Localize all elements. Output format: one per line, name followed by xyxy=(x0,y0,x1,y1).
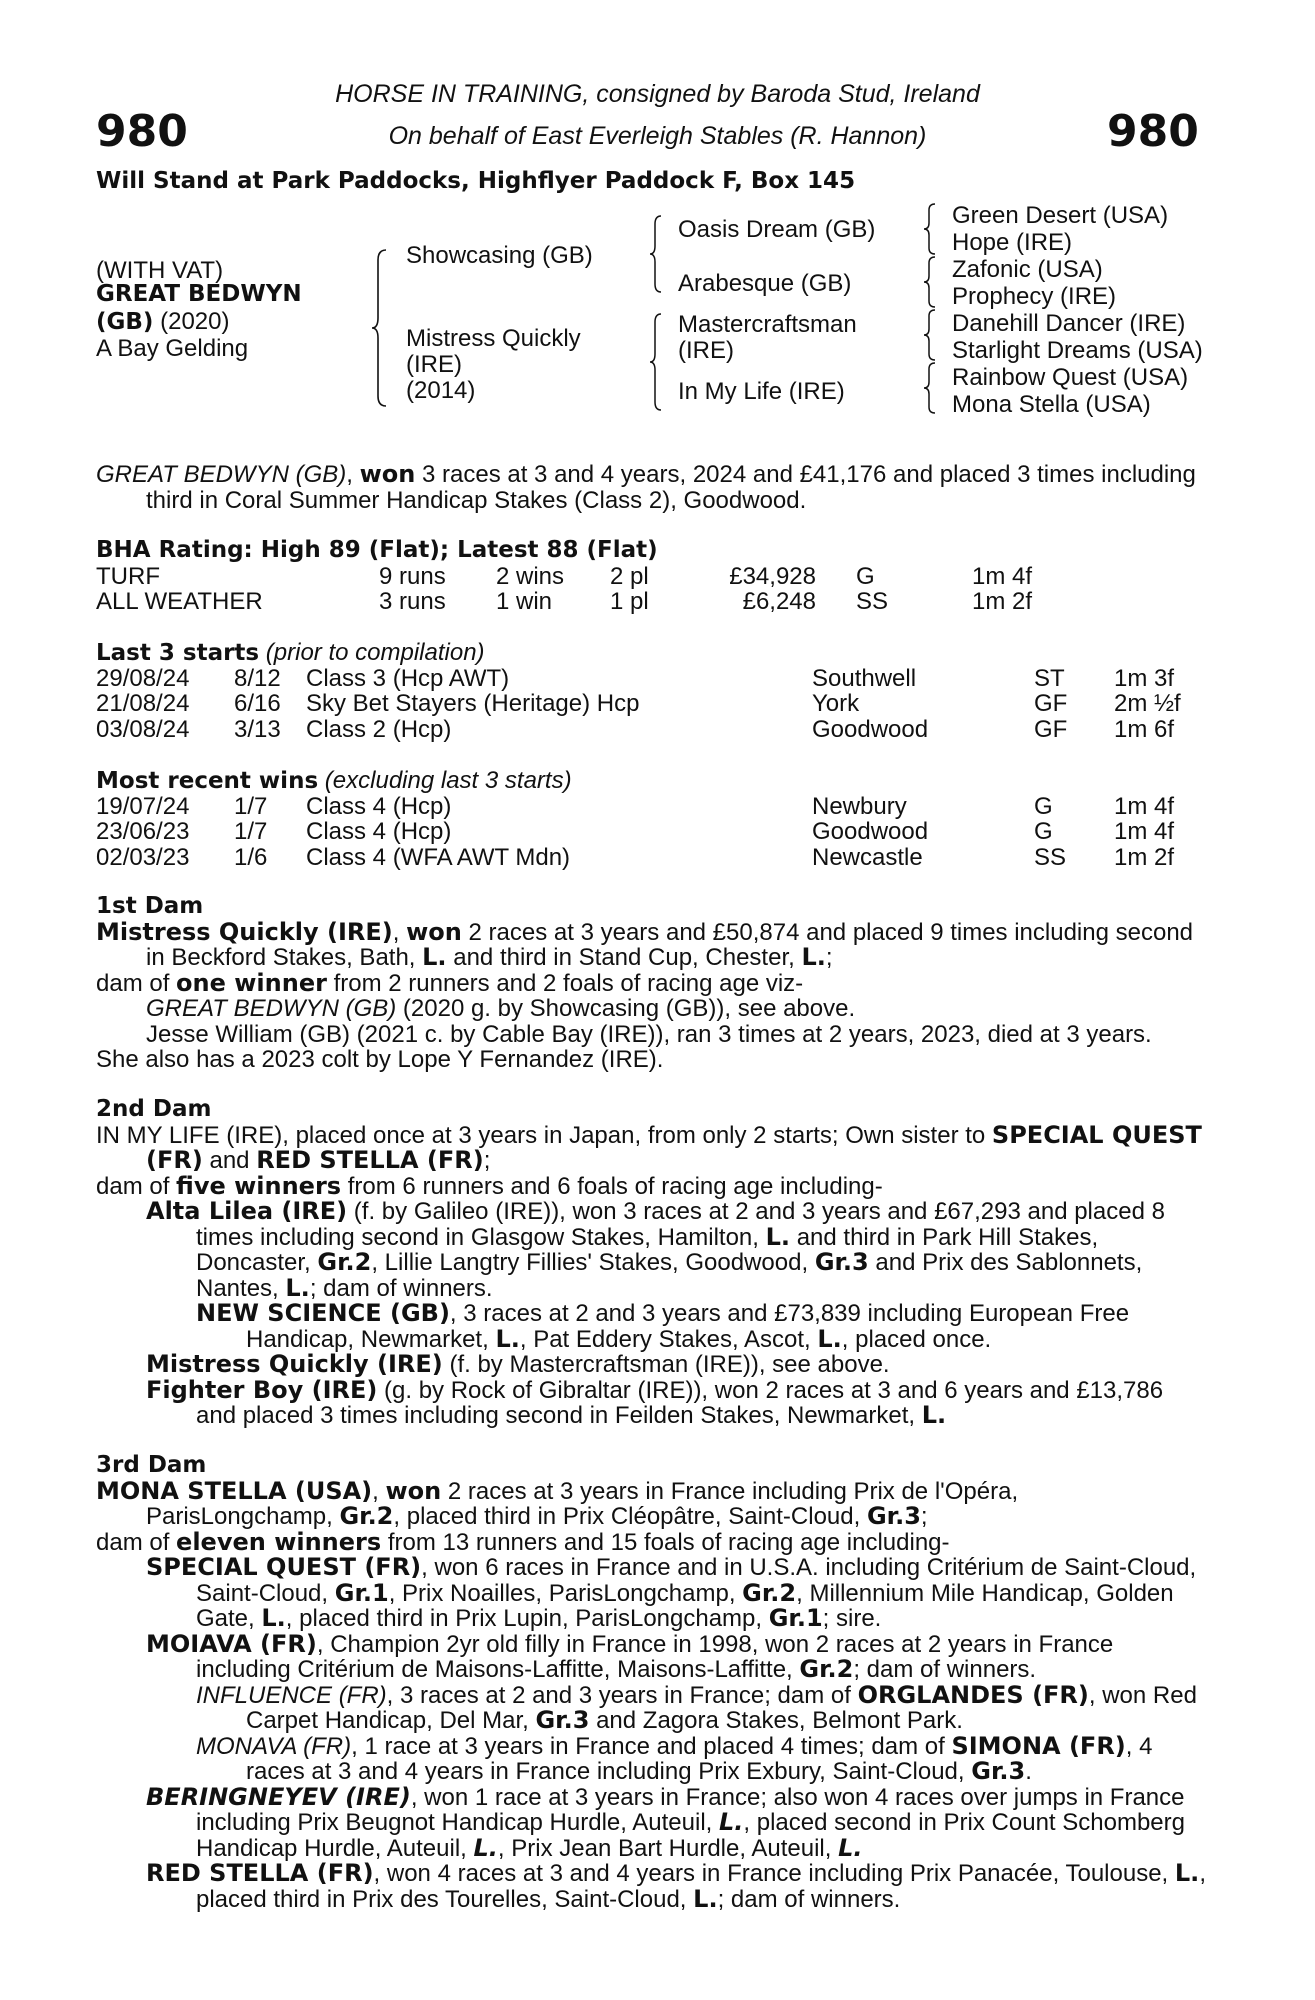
start-going: GF xyxy=(1034,690,1068,717)
bha-wins: 2 wins xyxy=(496,562,565,590)
text: and third in Park Hill Stakes, Doncaster, xyxy=(196,1223,1099,1276)
start-position: 3/13 xyxy=(234,715,281,743)
win-position: 1/7 xyxy=(234,818,268,845)
text: , won Red Carpet Handicap, Del Mar, xyxy=(246,1681,1197,1734)
last-3-starts-section xyxy=(96,639,1181,743)
pedigree-dds: Rainbow Quest (USA) xyxy=(952,364,1189,391)
listed-mark: L. xyxy=(817,1324,842,1353)
group-mark: Gr.2 xyxy=(742,1578,797,1607)
win-row xyxy=(96,843,1175,871)
win-position: 1/7 xyxy=(234,792,268,820)
second-dam-section xyxy=(96,1097,1208,1429)
text: . xyxy=(1025,1758,1032,1785)
text: from 6 runners and 6 foals of racing age including- xyxy=(341,1172,883,1200)
won-word: won xyxy=(406,917,462,946)
lot-number-right: 980 xyxy=(1107,106,1199,157)
first-dam-name: Mistress Quickly (IRE) xyxy=(96,917,393,946)
text: and third in Stand Cup, Chester, xyxy=(446,944,802,971)
win-race: Class 4 (Hcp) xyxy=(306,818,452,845)
pedigree-dam-dam: In My Life (IRE) xyxy=(678,378,845,405)
horse-country: (GB) xyxy=(96,309,154,335)
consignor-line: HORSE IN TRAINING, consigned by Baroda Stud, Ireland xyxy=(335,80,980,108)
recent-wins-heading xyxy=(96,767,572,793)
pedigree-dam-line2: (IRE) xyxy=(406,351,462,378)
progeny-name: MOIAVA (FR) xyxy=(146,1629,317,1658)
win-going: G xyxy=(1034,792,1053,820)
text: , 4 races at 3 and 4 years in France including Prix Exbury, Saint-Cloud, xyxy=(246,1732,1153,1785)
last-3-heading xyxy=(96,639,485,665)
text: , Prix Noailles, ParisLongchamp, xyxy=(388,1579,743,1607)
race-summary: GREAT BEDWYN (GB), won 3 races at 3 and 4 years, 2024 and £41,176 and placed 3 times including third in Coral Summer Handicap Stakes (Class 2), Goodwood. xyxy=(96,460,1196,514)
text: from 2 runners and 2 foals of racing age viz- xyxy=(326,969,804,997)
progeny-name: INFLUENCE (FR) xyxy=(196,1681,387,1709)
sibling-name: RED STELLA (FR) xyxy=(256,1146,484,1174)
text: (2020 g. by Showcasing (GB)), see above. xyxy=(396,995,856,1022)
listed-mark: L. xyxy=(921,1401,947,1429)
pedigree-ddd: Mona Stella (USA) xyxy=(952,391,1151,418)
horse-year: (2020) xyxy=(160,308,230,335)
recent-wins-title: Most recent wins xyxy=(96,768,319,794)
ds-brace xyxy=(922,308,938,362)
last-3-title: Last 3 starts xyxy=(96,640,260,666)
listed-mark: L. xyxy=(261,1604,286,1632)
text: She also has a 2023 colt by Lope Y Fernandez (IRE). xyxy=(96,1046,664,1073)
start-race: Class 3 (Hcp AWT) xyxy=(306,664,510,692)
horse-description: A Bay Gelding xyxy=(96,335,249,362)
progeny-name: Mistress Quickly (IRE) xyxy=(146,1350,443,1378)
win-course: Goodwood xyxy=(812,818,929,845)
text: , placed third in Prix Lupin, ParisLongchamp, xyxy=(285,1605,769,1632)
text: , placed third in Prix Cléopâtre, Saint-Cloud, xyxy=(393,1503,867,1530)
text: , won 1 race at 3 years in France; also won 4 races over jumps in France including Prix Beugnot Handicap Hurdle, Auteuil, xyxy=(196,1783,1185,1836)
text: ; dam of winners. xyxy=(853,1656,1037,1683)
text: ; xyxy=(483,1147,491,1174)
start-row xyxy=(96,664,1175,692)
start-date: 03/08/24 xyxy=(96,715,190,743)
progeny-name: BERINGNEYEV (IRE) xyxy=(146,1782,411,1811)
text: , won 6 races in France and in U.S.A. including Critérium de Saint-Cloud, Saint-Cloud, xyxy=(196,1554,1197,1607)
horse-name: GREAT BEDWYN xyxy=(96,281,302,307)
win-course: Newcastle xyxy=(812,843,923,871)
group-mark: Gr.3 xyxy=(971,1757,1026,1785)
text: , Pat Eddery Stakes, Ascot, xyxy=(519,1325,818,1353)
start-distance: 1m 6f xyxy=(1114,715,1175,743)
listed-mark: L. xyxy=(1174,1859,1200,1887)
start-race: Sky Bet Stayers (Heritage) Hcp xyxy=(306,690,640,717)
text: , 3 races at 2 and 3 years and £73,839 including European Free Handicap, Newmarket, xyxy=(246,1300,1130,1353)
win-going: G xyxy=(1034,818,1053,845)
win-position: 1/6 xyxy=(234,843,268,871)
pedigree-sire-dam: Arabesque (GB) xyxy=(678,270,852,297)
listed-mark: L. xyxy=(718,1808,744,1836)
pedigree-sire-sire: Oasis Dream (GB) xyxy=(678,216,876,243)
group-mark: Gr.3 xyxy=(535,1706,590,1734)
win-row xyxy=(96,792,1175,820)
text: , 3 races at 2 and 3 years in France; dam of xyxy=(386,1681,858,1709)
bha-row-all-weather xyxy=(96,588,1033,615)
pedigree-dam-line3: (2014) xyxy=(406,377,476,404)
third-dam-heading: 3rd Dam xyxy=(96,1452,207,1478)
pedigree-sire: Showcasing (GB) xyxy=(406,242,593,269)
bha-rating-section xyxy=(96,537,1033,615)
win-course: Newbury xyxy=(812,792,907,820)
horse-origin xyxy=(96,308,229,336)
ss-brace xyxy=(922,202,938,256)
listed-mark: L. xyxy=(693,1884,718,1913)
group-mark: Gr.3 xyxy=(866,1502,921,1530)
third-dam-name: MONA STELLA (USA) xyxy=(96,1476,373,1505)
sibling-name: SPECIAL QUEST (FR) xyxy=(146,1120,1202,1174)
bha-earnings: £6,248 xyxy=(742,588,816,615)
progeny-entry: Jesse William (GB) (2021 c. by Cable Bay (IRE)), ran 3 times at 2 years, 2023, died at 3 years. xyxy=(146,1020,1152,1048)
text: from 13 runners and 15 foals of racing age including- xyxy=(381,1528,950,1556)
start-distance: 2m ½f xyxy=(1114,690,1181,717)
text: ; xyxy=(920,1503,928,1530)
pedigree-dss: Danehill Dancer (IRE) xyxy=(952,310,1186,337)
start-going: ST xyxy=(1034,664,1065,692)
sire-brace xyxy=(648,214,664,294)
text: (g. by Rock of Gibraltar (IRE)), won 2 races at 3 and 6 years and £13,786 and placed 3 times including second in Feilden Stakes, Newmarket, xyxy=(196,1376,1164,1429)
progeny-name: MONAVA (FR) xyxy=(196,1732,352,1760)
start-row xyxy=(96,715,1175,743)
start-course: Southwell xyxy=(812,664,917,692)
stand-location: Will Stand at Park Paddocks, Highflyer Paddock F, Box 145 xyxy=(96,168,856,194)
bha-surface: TURF xyxy=(96,562,160,590)
summary-text: 3 races at 3 and 4 years, 2024 and £41,176 and placed 3 times including third in Coral Summer Handicap Stakes (Class 2), Goodwood. xyxy=(146,461,1196,514)
summary-won: won xyxy=(359,460,416,488)
vat-note: (WITH VAT) xyxy=(96,257,224,284)
win-date: 19/07/24 xyxy=(96,792,190,820)
dd-brace xyxy=(922,361,938,415)
first-dam-section: 1st Dam Mistress Quickly (IRE), won 2 races at 3 years and £50,874 and placed 9 times including second in Beckford Stakes, Bath, L. and third in Stand Cup, Chester, L.; dam of one winner from 2 runners and 2 foals of racing age viz- GREAT BEDWYN (GB) (2020 g. by Showcasing (GB)), see above. Jesse William (GB) (2021 c. by Cable Bay (IRE)), ran 3 times at 2 years, 2023, died at 3 years. She also has a 2023 colt by Lope Y Fernandez (IRE). xyxy=(96,894,1208,1073)
start-race: Class 2 (Hcp) xyxy=(306,715,452,743)
start-course: Goodwood xyxy=(812,715,929,743)
text: 2 races at 3 years in France including Prix de l'Opéra, ParisLongchamp, xyxy=(146,1477,1019,1530)
bha-going: G xyxy=(856,562,875,590)
progeny-name: NEW SCIENCE (GB) xyxy=(196,1299,450,1327)
pedigree-dam-line1: Mistress Quickly xyxy=(406,325,581,352)
bha-going: SS xyxy=(856,588,889,615)
progeny-name: RED STELLA (FR) xyxy=(146,1859,374,1887)
group-mark: Gr.2 xyxy=(799,1655,854,1683)
pedigree-dam-sire-line2: (IRE) xyxy=(678,337,734,364)
winners-count: five winners xyxy=(176,1171,342,1200)
bha-placed: 1 pl xyxy=(610,588,649,615)
start-date: 29/08/24 xyxy=(96,664,190,692)
bha-distance: 1m 4f xyxy=(972,562,1033,590)
text: , won 4 races at 3 and 4 years in France including Prix Panacée, Toulouse, xyxy=(373,1860,1175,1887)
start-row xyxy=(96,690,1181,717)
text: ; dam of winners. xyxy=(717,1885,901,1913)
text: , Millennium Mile Handicap, Golden Gate, xyxy=(196,1579,1174,1632)
recent-wins-section xyxy=(96,767,1175,871)
progeny-name: Fighter Boy (IRE) xyxy=(146,1375,378,1404)
text: (f. by Mastercraftsman (IRE)), see above. xyxy=(442,1351,890,1378)
text: dam of xyxy=(96,1528,177,1556)
text: (f. by Galileo (IRE)), won 3 races at 2 and 3 years and £67,293 and placed 8 times including second in Glasgow Stakes, Hamilton, xyxy=(196,1198,1165,1251)
progeny-name: SIMONA (FR) xyxy=(951,1731,1126,1760)
win-going: SS xyxy=(1034,843,1067,871)
group-mark: Gr.2 xyxy=(339,1502,394,1530)
group-mark: Gr.3 xyxy=(814,1248,869,1276)
bha-heading: BHA Rating: High 89 (Flat); Latest 88 (Flat) xyxy=(96,537,658,563)
sd-brace xyxy=(922,255,938,309)
text: dam of xyxy=(96,969,177,997)
winners-count: one winner xyxy=(176,968,327,997)
listed-mark: L. xyxy=(422,943,447,971)
pedigree-dam-sire-line1: Mastercraftsman xyxy=(678,311,857,338)
start-position: 6/16 xyxy=(234,690,281,717)
agent-line: On behalf of East Everleigh Stables (R. Hannon) xyxy=(388,122,927,150)
last-3-note: (prior to compilation) xyxy=(259,639,485,666)
text: , placed once. xyxy=(841,1325,992,1353)
bha-wins: 1 win xyxy=(496,588,553,615)
progeny-name: Alta Lilea (IRE) xyxy=(146,1197,348,1225)
win-distance: 1m 4f xyxy=(1114,818,1175,845)
win-date: 02/03/23 xyxy=(96,843,190,871)
text: dam of xyxy=(96,1172,177,1200)
text: , placed second in Prix Count Schomberg Handicap Hurdle, Auteuil, xyxy=(196,1809,1185,1862)
progeny-name: ORGLANDES (FR) xyxy=(857,1680,1089,1709)
text: , placed third in Prix des Tourelles, Saint-Cloud, xyxy=(196,1860,1206,1913)
text: , Prix Jean Bart Hurdle, Auteuil, xyxy=(497,1834,839,1862)
text: , 1 race at 3 years in France and placed 4 times; dam of xyxy=(351,1732,952,1760)
start-going: GF xyxy=(1034,715,1068,743)
text: ; dam of winners. xyxy=(309,1274,493,1302)
progeny-name: GREAT BEDWYN (GB) xyxy=(146,995,397,1022)
progeny-name: SPECIAL QUEST (FR) xyxy=(146,1553,422,1581)
lot-number-left: 980 xyxy=(96,106,188,157)
text: ; sire. xyxy=(822,1605,882,1632)
start-distance: 1m 3f xyxy=(1114,664,1175,692)
listed-mark: L. xyxy=(285,1273,310,1302)
listed-mark: L. xyxy=(473,1833,498,1862)
text: IN MY LIFE (IRE), placed once at 3 years in Japan, from only 2 starts; Own sister to xyxy=(96,1121,992,1149)
text: , Champion 2yr old filly in France in 1998, won 2 races at 2 years in France including Critérium de Maisons-Laffitte, Maisons-Laffitte, xyxy=(196,1630,1114,1683)
text: , Lillie Langtry Fillies' Stakes, Goodwood, xyxy=(371,1249,815,1276)
bha-earnings: £34,928 xyxy=(729,562,816,590)
win-race: Class 4 (WFA AWT Mdn) xyxy=(306,843,571,871)
text: and xyxy=(202,1147,257,1174)
second-dam-heading: 2nd Dam xyxy=(96,1096,212,1122)
pedigree-ssd: Hope (IRE) xyxy=(952,229,1073,256)
start-date: 21/08/24 xyxy=(96,690,190,717)
pedigree-sds: Zafonic (USA) xyxy=(952,256,1103,283)
start-course: York xyxy=(812,690,860,717)
bha-runs: 3 runs xyxy=(379,588,446,615)
group-mark: Gr.1 xyxy=(768,1604,823,1632)
group-mark: Gr.1 xyxy=(334,1578,389,1607)
bha-row-turf xyxy=(96,562,1033,590)
summary-horse-name: GREAT BEDWYN (GB) xyxy=(96,461,347,488)
start-position: 8/12 xyxy=(234,664,281,692)
listed-mark: L. xyxy=(495,1324,520,1353)
third-dam-section: 3rd Dam MONA STELLA (USA), won 2 races at 3 years in France including Prix de l'Opéra, ParisLongchamp, Gr.2, placed third in Prix Cléopâtre, Saint-Cloud, Gr.3; dam of eleven winners from 13 runners and 15 foals of racing age including- SPECIAL QUEST (FR), won 6 races in France and in U.S.A. including Critérium de Saint-Cloud, Saint-Cloud, Gr.1, Prix Noailles, ParisLongchamp, Gr.2, Millennium Mile Handicap, Golden Gate, L., placed third in Prix Lupin, ParisLongchamp, Gr.1; sire. MOIAVA (FR), Champion 2yr old filly in France in 1998, won 2 races at 2 years in France including Critérium de Maisons-Laffitte, Maisons-Laffitte, Gr.2; dam of winners. INFLUENCE (FR), 3 races at 2 and 3 years in France; dam of ORGLANDES (FR), won Red Carpet Handicap, Del Mar, Gr.3 and Zagora Stakes, Belmont Park. MONAVA (FR), 1 race at 3 years in France and placed 4 times; dam of SIMONA (FR), 4 races at 3 and 4 years in France including Prix Exbury, Saint-Cloud, Gr.3. BERINGNEYEV (IRE), won 1 race at 3 years in France; also won 4 races over jumps in France including Prix Beugnot Handicap Hurdle, Auteuil, L., placed second in Prix Count Schomberg Handicap Hurdle, Auteuil, L., Prix Jean Bart Hurdle, Auteuil, L. RED STELLA (FR), won 4 races at 3 and 4 years in France including Prix Panacée, Toulouse, L., placed third in Prix des Tourelles, Saint-Cloud, L.; dam of winners. xyxy=(96,1453,1208,1912)
text: 2 races at 3 years and £50,874 and placed 9 times including second in Beckford Stakes, Bath, xyxy=(146,918,1194,971)
sire-dam-brace xyxy=(370,248,390,408)
listed-mark: L. xyxy=(765,1222,791,1251)
bha-distance: 1m 2f xyxy=(972,588,1033,615)
win-date: 23/06/23 xyxy=(96,818,190,845)
text: ; xyxy=(825,944,833,971)
won-word: won xyxy=(385,1476,442,1505)
win-race: Class 4 (Hcp) xyxy=(306,792,452,820)
win-distance: 1m 4f xyxy=(1114,792,1175,820)
text: and Prix des Sablonnets, Nantes, xyxy=(196,1249,1143,1302)
group-mark: Gr.2 xyxy=(317,1248,372,1276)
pedigree-sss: Green Desert (USA) xyxy=(952,202,1169,229)
winners-count: eleven winners xyxy=(176,1527,382,1556)
win-distance: 1m 2f xyxy=(1114,843,1175,871)
recent-wins-note: (excluding last 3 starts) xyxy=(318,767,572,794)
first-dam-heading: 1st Dam xyxy=(96,893,204,919)
dam-brace xyxy=(648,312,664,412)
bha-surface: ALL WEATHER xyxy=(96,588,263,615)
text: and Zagora Stakes, Belmont Park. xyxy=(589,1707,963,1734)
listed-mark: L. xyxy=(801,943,826,971)
listed-mark: L. xyxy=(838,1833,863,1862)
pedigree-dsd: Starlight Dreams (USA) xyxy=(952,337,1203,364)
bha-runs: 9 runs xyxy=(379,562,446,590)
pedigree-sdd: Prophecy (IRE) xyxy=(952,283,1117,310)
win-row xyxy=(96,818,1175,845)
bha-placed: 2 pl xyxy=(610,562,649,590)
